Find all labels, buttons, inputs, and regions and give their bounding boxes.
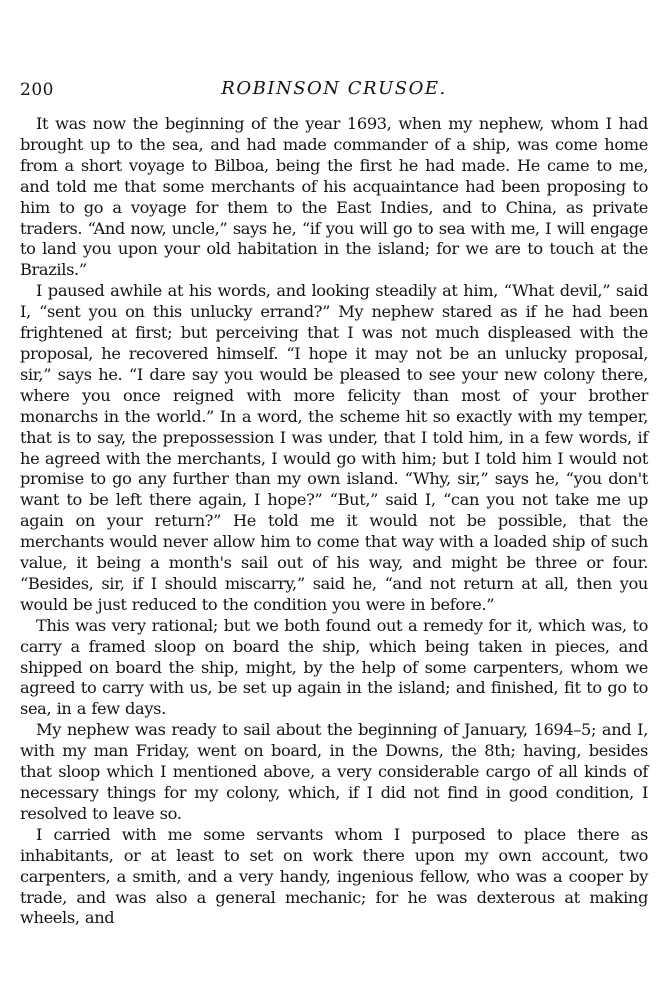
- book-page: [20, 74, 648, 929]
- body-text: [20, 114, 648, 929]
- running-title: ROBINSON CRUSOE.: [221, 78, 447, 99]
- paragraph-3: This was very rational; but we both found out a remedy for it, which was, to carry a framed sloop on board the ship, which being taken in pieces, and shipped on board the ship, might, by the help of some carpenters, whom we agreed to carry with us, be set up again in the island; and finished, fit to go to sea, in a few days.: [20, 615, 648, 719]
- page-header: [20, 74, 648, 104]
- page-number: 200: [20, 80, 54, 100]
- paragraph-2: I paused awhile at his words, and looking steadily at him, “What devil,” said I, “sent you on this unlucky errand?” My nephew stared as if he had been frightened at first; but perceiving that I was not much displeased with the proposal, he recovered himself. “I hope it may not be an unlucky proposal, sir,” says he. “I dare say you would be pleased to see your new colony there, where you once reigned with more felicity than most of your brother monarchs in the world.” In a word, the scheme hit so exactly with my temper, that is to say, the prepossession I was under, that I told him, in a few words, if he agreed with the merchants, I would go with him; but I told him I would not promise to go any further than my own island. “Why, sir,” says he, “you don't want to be left there again, I hope?” “But,” said I, “can you not take me up again on your return?” He told me it would not be possible, that the merchants would never allow him to come that way with a loaded ship of such value, it being a month's sail out of his way, and might be three or four. “Besides, sir, if I should miscarry,” said he, “and not return at all, then you would be just reduced to the condition you were in before.”: [20, 281, 648, 614]
- paragraph-1: It was now the beginning of the year 1693, when my nephew, whom I had brought up to the sea, and had made commander of a ship, was come home from a short voyage to Bilboa, being the first he had made. He came to me, and told me that some merchants of his acquaintance had been proposing to him to go a voyage for them to the East Indies, and to China, as private traders. “And now, uncle,” says he, “if you will go to sea with me, I will engage to land you upon your old habitation in the island; for we are to touch at the Brazils.”: [20, 114, 648, 280]
- paragraph-5: I carried with me some servants whom I purposed to place there as inhabitants, or at least to set on work there upon my own account, two carpenters, a smith, and a very handy, ingenious fellow, who was a cooper by trade, and was also a general mechanic; for he was dexterous at making wheels, and: [20, 824, 648, 928]
- paragraph-4: My nephew was ready to sail about the beginning of January, 1694–5; and I, with my man Friday, went on board, in the Downs, the 8th; having, besides that sloop which I mentioned above, a very considerable cargo of all kinds of necessary things for my colony, which, if I did not find in good condition, I resolved to leave so.: [20, 720, 648, 823]
